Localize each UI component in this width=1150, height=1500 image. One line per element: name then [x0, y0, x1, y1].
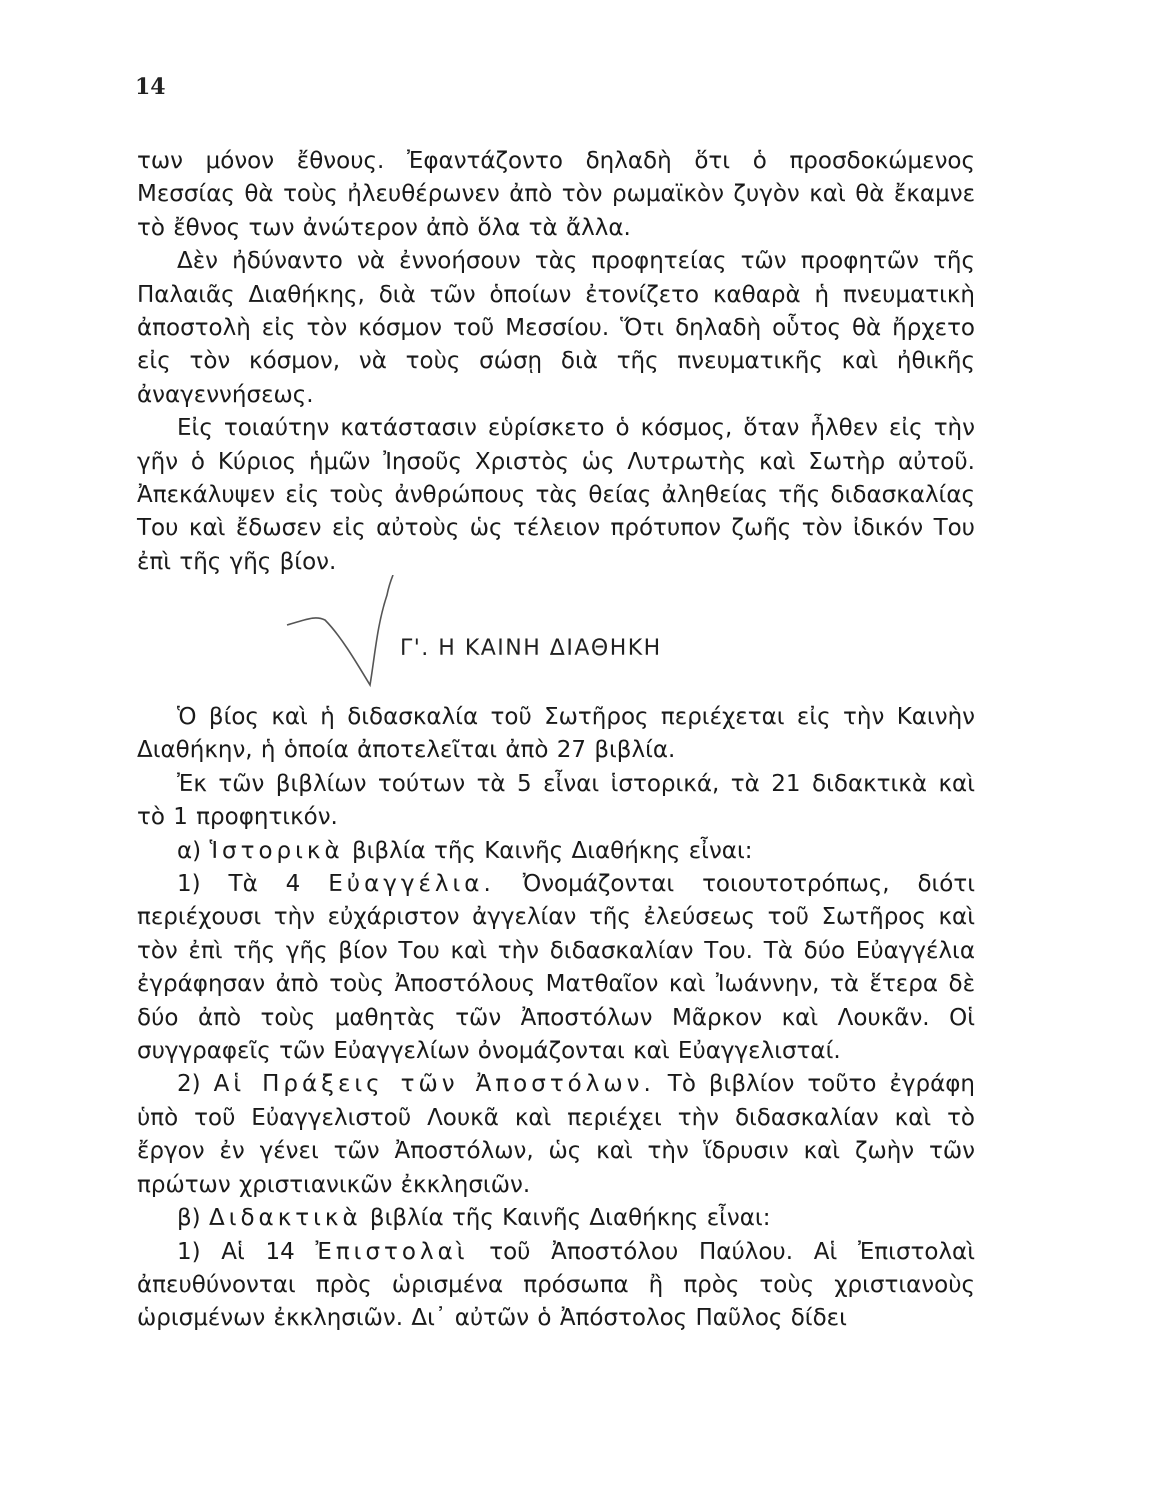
paragraph	[137, 1202, 975, 1235]
paragraph: Δὲν ἠδύναντο νὰ ἐννοήσουν τὰς προφητείας τῶν προφητῶν τῆς Παλαιᾶς Διαθήκης, διὰ τῶν ὁποίων ἐτονίζετο καθαρὰ ἡ πνευματικὴ ἀποστολὴ εἰς τὸν κόσμον τοῦ Μεσσίου. Ὅτι δηλαδὴ οὗτος θὰ ἤρχετο εἰς τὸν κόσμον, νὰ τοὺς σώσῃ διὰ τῆς πνευματικῆς καὶ ἠθικῆς ἀναγεννήσεως.	[137, 248, 975, 408]
section-heading: Γ'. Η ΚΑΙΝΗ ΔΙΑΘΗΚΗ	[400, 636, 662, 661]
body-text-top	[137, 145, 975, 579]
spaced-term: Αἱ Πράξεις τῶν Ἀποστόλων.	[213, 1071, 655, 1098]
paragraph	[137, 1068, 975, 1202]
paragraph-text: βιβλία τῆς Καινῆς Διαθήκης εἶναι:	[343, 837, 753, 864]
paragraph: των μόνον ἔθνους. Ἐφαντάζοντο δηλαδὴ ὅτι ὁ προσδοκώμενος Μεσσίας θὰ τοὺς ἠλευθέρωνεν ἀπὸ τὸν ρωμαϊκὸν ζυγὸν καὶ θὰ ἔκαμνε τὸ ἔθνος των ἀνώτερον ἀπὸ ὅλα τὰ ἄλλα.	[137, 148, 975, 241]
paragraph: Εἰς τοιαύτην κατάστασιν εὑρίσκετο ὁ κόσμος, ὅταν ἦλθεν εἰς τὴν γῆν ὁ Κύριος ἡμῶν Ἰησοῦς Χριστὸς ὡς Λυτρωτὴς καὶ Σωτὴρ αὐτοῦ. Ἀπεκάλυψεν εἰς τοὺς ἀνθρώπους τὰς θείας ἀληθείας τῆς διδασκαλίας Του καὶ ἔδωσεν εἰς αὐτοὺς ὡς τέλειον πρότυπον ζωῆς τὸν ἰδικόν Του ἐπὶ τῆς γῆς βίον.	[137, 415, 975, 575]
list-marker: 2)	[177, 1071, 214, 1098]
handwritten-check-mark	[285, 575, 395, 690]
paragraph	[137, 835, 975, 868]
list-marker: β)	[177, 1205, 209, 1232]
spaced-term: Εὐαγγέλια.	[328, 871, 495, 898]
list-marker: α)	[177, 837, 210, 864]
paragraph: Ἐκ τῶν βιβλίων τούτων τὰ 5 εἶναι ἱστορικά, τὰ 21 διδακτικὰ καὶ τὸ 1 προφητικόν.	[137, 770, 975, 831]
paragraph-text: Τὸ βιβλίον τοῦτο ἐγράφη ὑπὸ τοῦ Εὐαγγελιστοῦ Λουκᾶ καὶ περιέχει τὴν διδασκαλίαν καὶ τὸ ἔργον ἐν γένει τῶν Ἀποστόλων, ὡς καὶ τὴν ἵδρυσιν καὶ ζωὴν τῶν πρώτων χριστιανικῶν ἐκκλησιῶν.	[137, 1071, 975, 1198]
paragraph-text: βιβλία τῆς Καινῆς Διαθήκης εἶναι:	[361, 1205, 771, 1232]
spaced-term: Ἱστορικὰ	[209, 837, 344, 864]
list-marker: 1) Τὰ 4	[177, 871, 329, 898]
paragraph	[137, 868, 975, 1068]
paragraph-text: τοῦ Ἀποστόλου Παύλου. Αἱ Ἐπιστολαὶ ἀπευθύνονται πρὸς ὡρισμένα πρόσωπα ἢ πρὸς τοὺς χριστιανοὺς ὡρισμένων ἐκκλησιῶν. Δι᾽ αὐτῶν ὁ Ἀπόστολος Παῦλος δίδει	[137, 1238, 975, 1332]
page-number: 14	[135, 74, 166, 100]
spaced-term: Ἐπιστολαὶ	[315, 1238, 469, 1265]
paragraph-text: Ὀνομάζονται τοιουτοτρόπως, διότι περιέχουσι τὴν εὐχάριστον ἀγγελίαν τῆς ἐλεύσεως τοῦ Σωτῆρος καὶ τὸν ἐπὶ τῆς γῆς βίον Του καὶ τὴν διδασκαλίαν Του. Τὰ δύο Εὐαγγέλια ἐγράφησαν ἀπὸ τοὺς Ἀποστόλους Ματθαῖον καὶ Ἰωάννην, τὰ ἕτερα δὲ δύο ἀπὸ τοὺς μαθητὰς τῶν Ἀποστόλων Μᾶρκον καὶ Λουκᾶν. Οἱ συγγραφεῖς τῶν Εὐαγγελίων ὀνομάζονται καὶ Εὐαγγελισταί.	[137, 871, 975, 1065]
body-text-bottom	[137, 701, 975, 1336]
spaced-term: Διδακτικὰ	[208, 1205, 362, 1232]
paragraph	[137, 1236, 975, 1336]
paragraph: Ὁ βίος καὶ ἡ διδασκαλία τοῦ Σωτῆρος περιέχεται εἰς τὴν Καινὴν Διαθήκην, ἡ ὁποία ἀποτελεῖται ἀπὸ 27 βιβλία.	[137, 704, 975, 764]
list-marker: 1) Αἱ 14	[177, 1238, 316, 1265]
